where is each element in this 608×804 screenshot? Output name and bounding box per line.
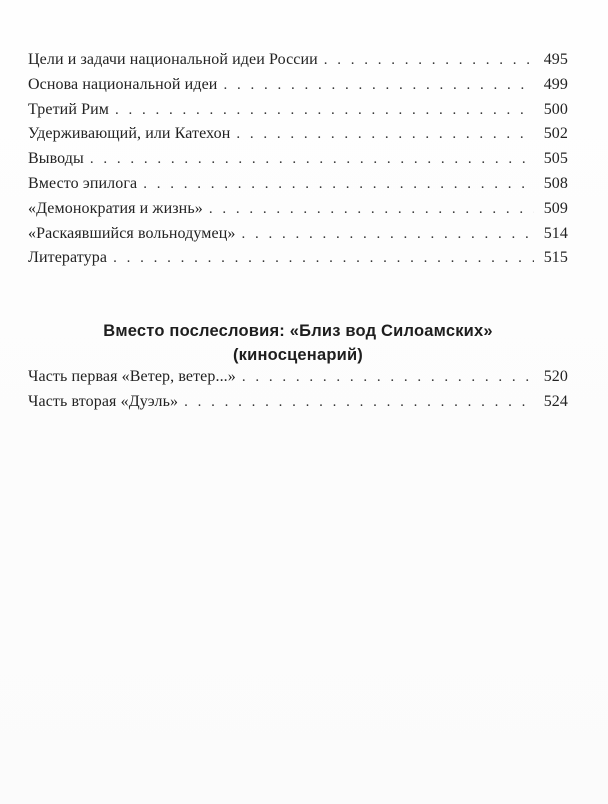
toc-entry[interactable] xyxy=(28,393,568,418)
dot-leader xyxy=(324,52,534,69)
toc-entry-title: Третий Рим xyxy=(28,100,109,118)
toc-entry-page: 502 xyxy=(543,125,568,143)
dot-leader xyxy=(242,369,534,386)
toc-entry[interactable] xyxy=(28,125,568,150)
table-of-contents-part-1 xyxy=(28,51,568,274)
toc-entry-title: Цели и задачи национальной идеи России xyxy=(28,51,318,68)
section-heading-line-2: (киносценарий) xyxy=(232,346,364,364)
dot-leader xyxy=(115,102,534,119)
toc-entry[interactable] xyxy=(28,249,568,274)
toc-entry[interactable] xyxy=(28,101,568,126)
toc-entry-title: Часть первая «Ветер, ветер...» xyxy=(28,368,236,385)
toc-entry-page: 520 xyxy=(543,368,568,385)
toc-entry-title: Удерживающий, или Катехон xyxy=(28,125,231,143)
toc-entry-page: 505 xyxy=(543,150,568,168)
toc-entry-title: «Раскаявшийся вольнодумец» xyxy=(28,224,236,242)
toc-entry-page: 499 xyxy=(543,75,568,93)
dot-leader xyxy=(113,250,534,267)
toc-entry[interactable] xyxy=(28,150,568,175)
toc-entry-title: Часть вторая «Дуэль» xyxy=(28,392,179,410)
toc-entry-page: 495 xyxy=(543,51,568,68)
toc-entry-page: 514 xyxy=(543,224,568,242)
section-heading xyxy=(28,319,568,367)
toc-entry-title: «Демонократия и жизнь» xyxy=(28,199,203,217)
dot-leader xyxy=(90,151,534,168)
dot-leader xyxy=(143,176,534,193)
toc-entry-title: Вместо эпилога xyxy=(28,174,138,192)
table-of-contents-part-2 xyxy=(28,368,568,418)
dot-leader xyxy=(184,394,534,411)
dot-leader xyxy=(223,77,534,94)
toc-entry[interactable] xyxy=(28,368,568,393)
toc-entry[interactable] xyxy=(28,200,568,225)
toc-entry-page: 508 xyxy=(543,174,568,192)
toc-entry-title: Основа национальной идеи xyxy=(28,75,218,93)
dot-leader xyxy=(236,126,534,143)
toc-entry[interactable] xyxy=(28,225,568,250)
toc-entry-page: 524 xyxy=(543,392,568,410)
toc-entry-page: 500 xyxy=(543,100,568,118)
toc-entry-title: Литература xyxy=(28,249,108,267)
dot-leader xyxy=(209,201,534,218)
dot-leader xyxy=(242,226,535,243)
toc-entry-page: 509 xyxy=(543,199,568,217)
toc-entry-page: 515 xyxy=(543,249,568,267)
toc-entry[interactable] xyxy=(28,175,568,200)
section-heading-line-1: Вместо послесловия: «Близ вод Силоамских» xyxy=(103,322,493,340)
toc-entry[interactable] xyxy=(28,51,568,76)
toc-entry[interactable] xyxy=(28,76,568,101)
toc-entry-title: Выводы xyxy=(28,150,84,168)
